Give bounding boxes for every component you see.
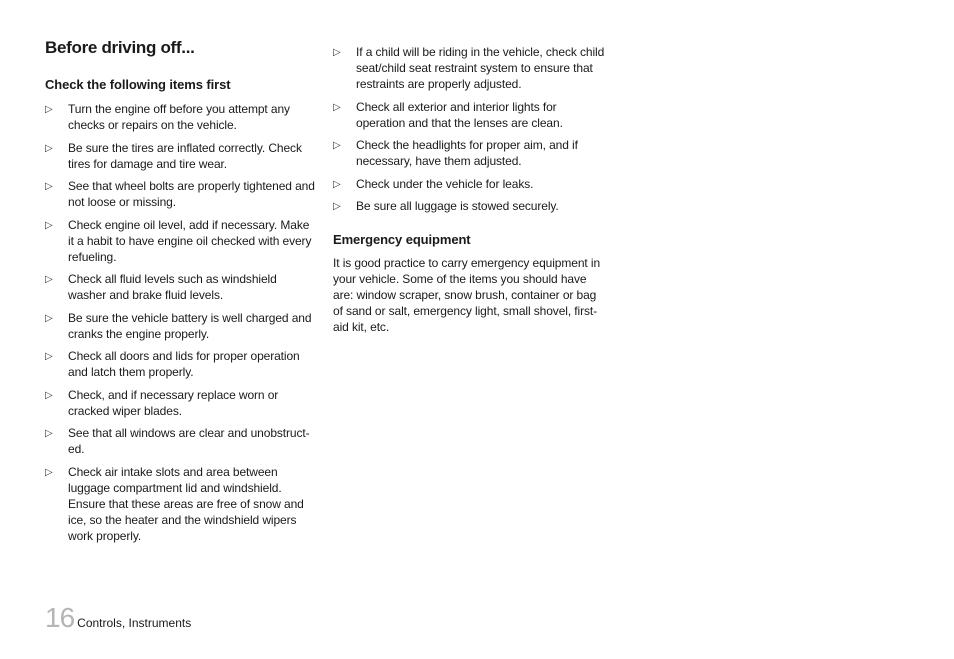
triangle-bullet-icon: ▷: [333, 201, 341, 212]
list-item-text: Turn the engine off before you attempt any checks or repairs on the vehicle.: [68, 102, 290, 132]
page-number: 16: [45, 602, 75, 633]
list-item: [45, 464, 315, 544]
list-item-text: Check air intake slots and area between luggage compartment lid and windshield. Ensure that these areas are free of snow and ice, so the heater and the windshield wipers work properly.: [68, 464, 304, 543]
emergency-heading: Emergency equipment: [333, 232, 471, 247]
triangle-bullet-icon: ▷: [333, 140, 341, 151]
list-item-text: Check engine oil level, add if necessary. Make it a habit to have engine oil checked with every refueling.: [68, 217, 312, 264]
list-item: [45, 217, 315, 265]
triangle-bullet-icon: ▷: [45, 312, 53, 324]
list-item: [333, 198, 605, 214]
triangle-bullet-icon: ▷: [45, 142, 53, 154]
list-item-text: See that wheel bolts are properly tightened and not loose or missing.: [68, 179, 315, 209]
check-items-heading: Check the following items first: [45, 77, 231, 92]
triangle-bullet-icon: ▷: [333, 178, 341, 190]
triangle-bullet-icon: ▷: [45, 466, 53, 478]
triangle-bullet-icon: ▷: [45, 219, 53, 231]
list-item: [333, 176, 605, 192]
check-items-list: [45, 101, 315, 550]
section-name: Controls, Instruments: [77, 616, 192, 630]
triangle-bullet-icon: ▷: [45, 351, 53, 362]
triangle-bullet-icon: ▷: [45, 428, 53, 439]
triangle-bullet-icon: ▷: [45, 274, 53, 285]
list-item: [45, 101, 315, 133]
list-item-text: Be sure the tires are inflated correctly. Check tires for damage and tire wear.: [68, 140, 302, 171]
list-item: [45, 425, 315, 457]
list-item: [45, 271, 315, 303]
list-item-text: See that all windows are clear and unobstruct-ed.: [68, 426, 310, 456]
list-item: [333, 137, 605, 169]
emergency-text: It is good practice to carry emergency equipment in your vehicle. Some of the items you should have are: window scraper, snow brush, container or bag of sand or salt, emergency light, small shovel, first-aid kit, etc.: [333, 256, 601, 334]
list-item: [45, 310, 315, 342]
list-item: [45, 140, 315, 172]
check-items-continued-list: [333, 44, 605, 221]
list-item-text: If a child will be riding in the vehicle, check child seat/child seat restraint system to ensure that restraints are properly adjusted.: [356, 45, 605, 91]
list-item: [333, 44, 605, 92]
list-item-text: Check all doors and lids for proper operation and latch them properly.: [68, 349, 300, 379]
triangle-bullet-icon: ▷: [45, 389, 53, 401]
page-footer: [45, 602, 191, 634]
triangle-bullet-icon: ▷: [45, 181, 53, 192]
triangle-bullet-icon: ▷: [333, 47, 341, 58]
list-item-text: Check the headlights for proper aim, and if necessary, have them adjusted.: [356, 138, 578, 168]
page-title: Before driving off...: [45, 38, 195, 57]
list-item: [45, 178, 315, 210]
list-item-text: Be sure the vehicle battery is well charged and cranks the engine properly.: [68, 310, 312, 341]
list-item: [45, 387, 315, 419]
list-item-text: Be sure all luggage is stowed securely.: [356, 199, 559, 213]
list-item: [333, 99, 605, 131]
triangle-bullet-icon: ▷: [45, 104, 53, 115]
list-item: [45, 348, 315, 380]
list-item-text: Check all fluid levels such as windshield washer and brake fluid levels.: [68, 272, 277, 302]
triangle-bullet-icon: ▷: [333, 101, 341, 113]
list-item-text: Check all exterior and interior lights for operation and that the lenses are clean.: [356, 99, 563, 130]
list-item-text: Check, and if necessary replace worn or cracked wiper blades.: [68, 387, 279, 418]
list-item-text: Check under the vehicle for leaks.: [356, 176, 534, 191]
